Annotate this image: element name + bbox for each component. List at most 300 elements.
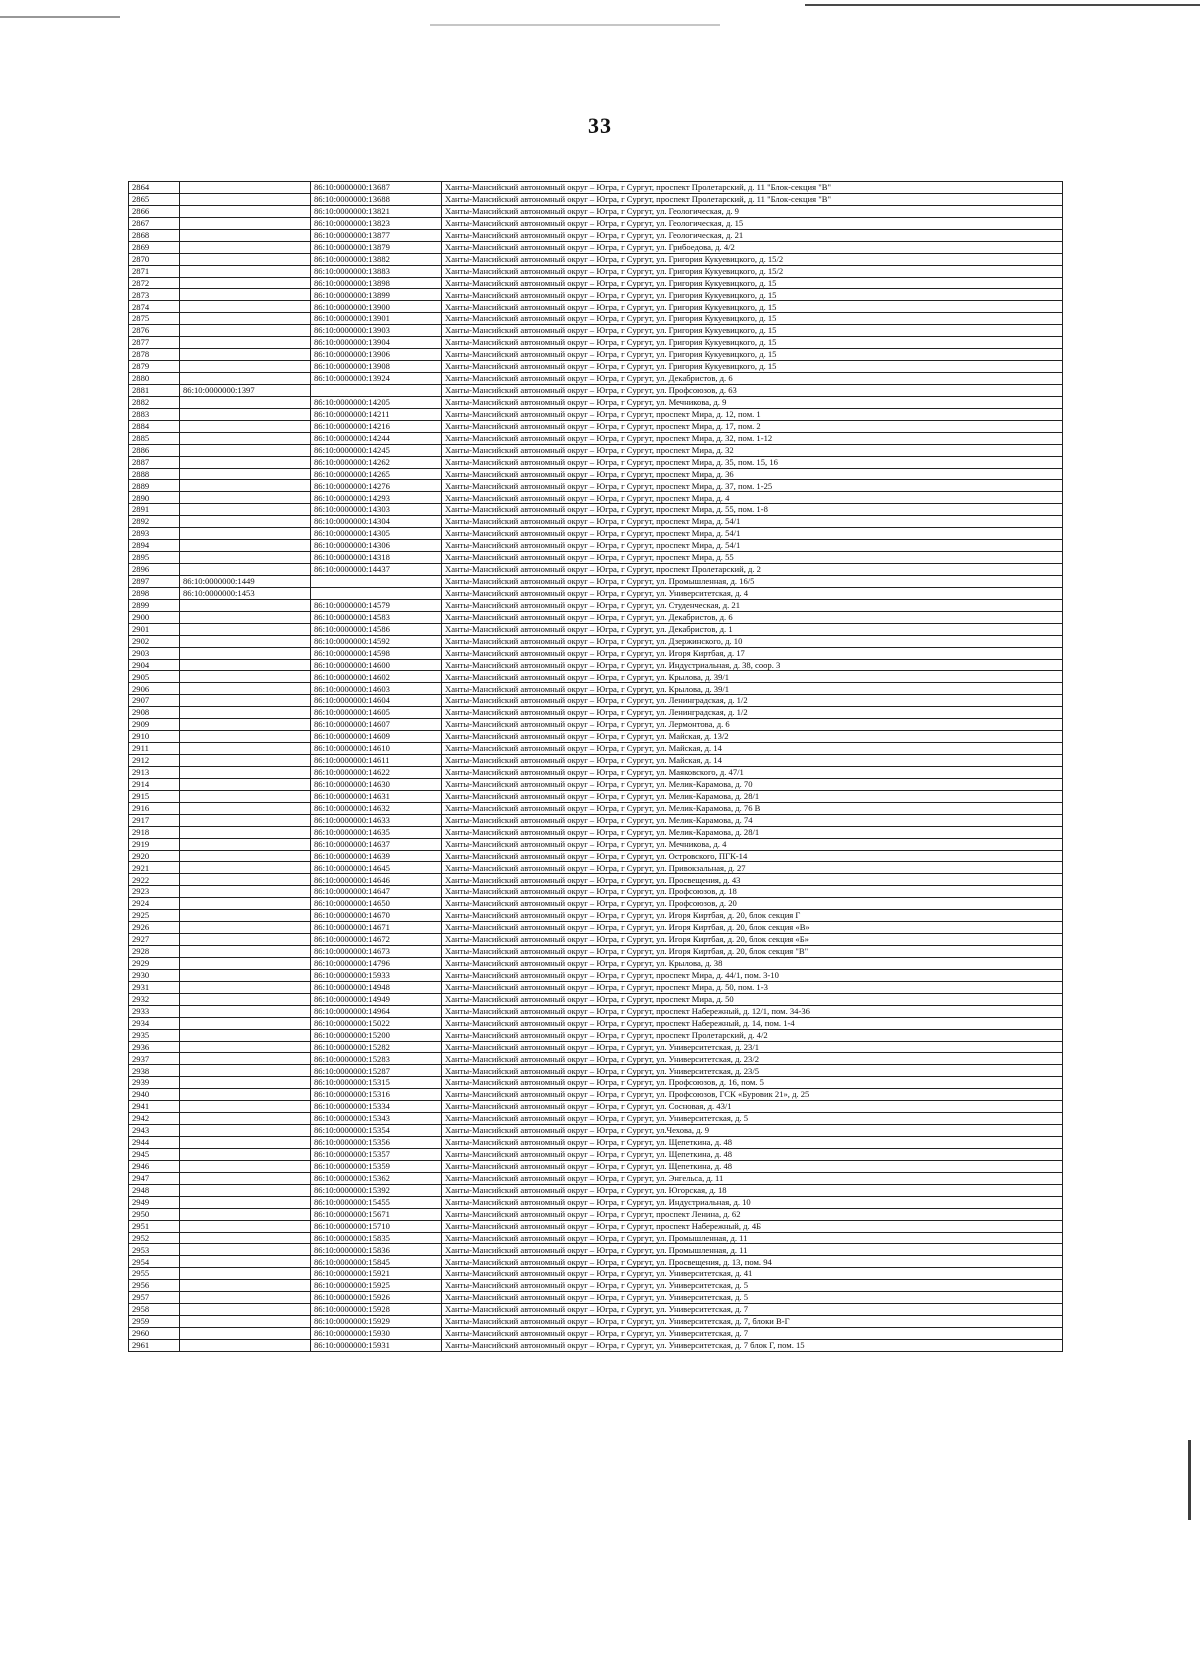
address: Ханты-Мансийский автономный округ – Югра, г Сургут, ул. Григория Кукуевицкого, д. 15 [442,361,1063,373]
old-cadastral-number [180,1280,311,1292]
old-cadastral-number [180,647,311,659]
table-row [129,1041,1063,1053]
address: Ханты-Мансийский автономный округ – Югра, г Сургут, ул. Мелик-Карамова, д. 70 [442,778,1063,790]
row-number: 2925 [129,910,180,922]
table-row [129,1160,1063,1172]
address: Ханты-Мансийский автономный округ – Югра, г Сургут, ул. Профсоюзов, д. 20 [442,898,1063,910]
old-cadastral-number [180,265,311,277]
old-cadastral-number [180,1232,311,1244]
address: Ханты-Мансийский автономный округ – Югра, г Сургут, ул. Игоря Киртбая, д. 20, блок секция «В» [442,922,1063,934]
row-number: 2949 [129,1196,180,1208]
address: Ханты-Мансийский автономный округ – Югра, г Сургут, ул.Чехова, д. 9 [442,1125,1063,1137]
table-row [129,564,1063,576]
address: Ханты-Мансийский автономный округ – Югра, г Сургут, ул. Майская, д. 14 [442,755,1063,767]
cadastral-number: 86:10:0000000:13901 [311,313,442,325]
address: Ханты-Мансийский автономный округ – Югра, г Сургут, проспект Мира, д. 17, пом. 2 [442,420,1063,432]
row-number: 2924 [129,898,180,910]
address: Ханты-Мансийский автономный округ – Югра, г Сургут, ул. Университетская, д. 7, блоки В-Г [442,1316,1063,1328]
old-cadastral-number [180,814,311,826]
row-number: 2880 [129,373,180,385]
old-cadastral-number [180,217,311,229]
address: Ханты-Мансийский автономный округ – Югра, г Сургут, ул. Григория Кукуевицкого, д. 15 [442,301,1063,313]
table-row [129,766,1063,778]
address: Ханты-Мансийский автономный округ – Югра, г Сургут, проспект Мира, д. 4 [442,492,1063,504]
row-number: 2947 [129,1172,180,1184]
old-cadastral-number [180,1304,311,1316]
row-number: 2950 [129,1208,180,1220]
address: Ханты-Мансийский автономный округ – Югра, г Сургут, ул. Университетская, д. 23/5 [442,1065,1063,1077]
table-row [129,802,1063,814]
old-cadastral-number [180,1268,311,1280]
row-number: 2868 [129,229,180,241]
row-number: 2887 [129,456,180,468]
row-number: 2876 [129,325,180,337]
table-row [129,217,1063,229]
cadastral-number: 86:10:0000000:14639 [311,850,442,862]
row-number: 2958 [129,1304,180,1316]
row-number: 2926 [129,922,180,934]
old-cadastral-number [180,1125,311,1137]
table-row [129,1077,1063,1089]
cadastral-number: 86:10:0000000:15315 [311,1077,442,1089]
address: Ханты-Мансийский автономный округ – Югра, г Сургут, ул. Щепеткина, д. 48 [442,1137,1063,1149]
old-cadastral-number [180,1148,311,1160]
address: Ханты-Мансийский автономный округ – Югра, г Сургут, проспект Мира, д. 54/1 [442,540,1063,552]
cadastral-number: 86:10:0000000:15200 [311,1029,442,1041]
address: Ханты-Мансийский автономный округ – Югра, г Сургут, ул. Григория Кукуевицкого, д. 15 [442,349,1063,361]
row-number: 2951 [129,1220,180,1232]
cadastral-number: 86:10:0000000:15925 [311,1280,442,1292]
address: Ханты-Мансийский автономный округ – Югра, г Сургут, ул. Игоря Киртбая, д. 20, блок секция "В" [442,946,1063,958]
cadastral-number: 86:10:0000000:14437 [311,564,442,576]
cadastral-number: 86:10:0000000:13879 [311,241,442,253]
cadastral-number: 86:10:0000000:15356 [311,1137,442,1149]
old-cadastral-number [180,1041,311,1053]
row-number: 2885 [129,432,180,444]
address: Ханты-Мансийский автономный округ – Югра, г Сургут, ул. Университетская, д. 5 [442,1113,1063,1125]
table-row [129,611,1063,623]
old-cadastral-number [180,790,311,802]
table-row [129,623,1063,635]
address: Ханты-Мансийский автономный округ – Югра, г Сургут, проспект Мира, д. 44/1, пом. 3-10 [442,969,1063,981]
cadastral-number: 86:10:0000000:15930 [311,1328,442,1340]
table-row [129,599,1063,611]
cadastral-number: 86:10:0000000:14622 [311,766,442,778]
row-number: 2932 [129,993,180,1005]
cadastral-number: 86:10:0000000:13908 [311,361,442,373]
table-row [129,1053,1063,1065]
row-number: 2938 [129,1065,180,1077]
cadastral-number: 86:10:0000000:13687 [311,182,442,194]
address: Ханты-Мансийский автономный округ – Югра, г Сургут, ул. Геологическая, д. 9 [442,205,1063,217]
scan-artifact-top [0,16,120,18]
address: Ханты-Мансийский автономный округ – Югра, г Сургут, ул. Университетская, д. 5 [442,1292,1063,1304]
table-row [129,265,1063,277]
address: Ханты-Мансийский автономный округ – Югра, г Сургут, ул. Промышленная, д. 11 [442,1232,1063,1244]
row-number: 2921 [129,862,180,874]
table-row [129,790,1063,802]
row-number: 2943 [129,1125,180,1137]
row-number: 2871 [129,265,180,277]
cadastral-number: 86:10:0000000:15928 [311,1304,442,1316]
cadastral-number: 86:10:0000000:14276 [311,480,442,492]
old-cadastral-number [180,778,311,790]
address: Ханты-Мансийский автономный округ – Югра, г Сургут, ул. Григория Кукуевицкого, д. 15 [442,313,1063,325]
address: Ханты-Мансийский автономный округ – Югра, г Сургут, ул. Университетская, д. 23/2 [442,1053,1063,1065]
table-row [129,862,1063,874]
table-row [129,695,1063,707]
cadastral-number: 86:10:0000000:15835 [311,1232,442,1244]
old-cadastral-number [180,241,311,253]
old-cadastral-number [180,301,311,313]
table-row [129,1244,1063,1256]
address: Ханты-Мансийский автономный округ – Югра, г Сургут, ул. Сосновая, д. 43/1 [442,1101,1063,1113]
cadastral-number: 86:10:0000000:15022 [311,1017,442,1029]
address: Ханты-Мансийский автономный округ – Югра, г Сургут, ул. Декабристов, д. 6 [442,373,1063,385]
address: Ханты-Мансийский автономный округ – Югра, г Сургут, ул. Промышленная, д. 16/5 [442,575,1063,587]
cadastral-number: 86:10:0000000:14948 [311,981,442,993]
cadastral-number: 86:10:0000000:14244 [311,432,442,444]
table-row [129,707,1063,719]
table-row [129,731,1063,743]
table-row [129,671,1063,683]
old-cadastral-number [180,552,311,564]
old-cadastral-number [180,981,311,993]
table-row [129,826,1063,838]
cadastral-number: 86:10:0000000:14611 [311,755,442,767]
address: Ханты-Мансийский автономный округ – Югра, г Сургут, ул. Григория Кукуевицкого, д. 15/2 [442,265,1063,277]
row-number: 2940 [129,1089,180,1101]
old-cadastral-number [180,277,311,289]
row-number: 2866 [129,205,180,217]
old-cadastral-number: 86:10:0000000:1397 [180,384,311,396]
row-number: 2928 [129,946,180,958]
address: Ханты-Мансийский автономный округ – Югра, г Сургут, ул. Майская, д. 14 [442,743,1063,755]
old-cadastral-number [180,1172,311,1184]
row-number: 2923 [129,886,180,898]
address: Ханты-Мансийский автономный округ – Югра, г Сургут, ул. Университетская, д. 7 [442,1304,1063,1316]
table-row [129,253,1063,265]
table-row [129,755,1063,767]
table-row [129,659,1063,671]
table-body [129,182,1063,1352]
row-number: 2873 [129,289,180,301]
table-row [129,420,1063,432]
old-cadastral-number [180,480,311,492]
address: Ханты-Мансийский автономный округ – Югра, г Сургут, ул. Маяковского, д. 47/1 [442,766,1063,778]
cadastral-number: 86:10:0000000:13883 [311,265,442,277]
table-row [129,969,1063,981]
cadastral-number: 86:10:0000000:14646 [311,874,442,886]
address: Ханты-Мансийский автономный округ – Югра, г Сургут, ул. Ленинградская, д. 1/2 [442,707,1063,719]
table-row [129,444,1063,456]
row-number: 2893 [129,528,180,540]
row-number: 2913 [129,766,180,778]
address: Ханты-Мансийский автономный округ – Югра, г Сургут, ул. Привокзальная, д. 27 [442,862,1063,874]
row-number: 2945 [129,1148,180,1160]
cadastral-number: 86:10:0000000:13906 [311,349,442,361]
row-number: 2906 [129,683,180,695]
cadastral-number: 86:10:0000000:13688 [311,193,442,205]
row-number: 2960 [129,1328,180,1340]
row-number: 2961 [129,1339,180,1351]
row-number: 2874 [129,301,180,313]
old-cadastral-number [180,599,311,611]
old-cadastral-number [180,1256,311,1268]
old-cadastral-number [180,205,311,217]
old-cadastral-number [180,1137,311,1149]
cadastral-number: 86:10:0000000:14262 [311,456,442,468]
row-number: 2944 [129,1137,180,1149]
row-number: 2916 [129,802,180,814]
table-row [129,993,1063,1005]
table-row [129,229,1063,241]
old-cadastral-number [180,289,311,301]
address: Ханты-Мансийский автономный округ – Югра, г Сургут, ул. Университетская, д. 7 блок Г, пом. 15 [442,1339,1063,1351]
address: Ханты-Мансийский автономный округ – Югра, г Сургут, ул. Майская, д. 13/2 [442,731,1063,743]
address: Ханты-Мансийский автономный округ – Югра, г Сургут, ул. Крылова, д. 39/1 [442,671,1063,683]
address: Ханты-Мансийский автономный округ – Югра, г Сургут, ул. Островского, ПГК-14 [442,850,1063,862]
table-row [129,277,1063,289]
old-cadastral-number [180,1101,311,1113]
table-row [129,241,1063,253]
old-cadastral-number [180,623,311,635]
cadastral-number: 86:10:0000000:14211 [311,408,442,420]
table-row [129,1232,1063,1244]
address: Ханты-Мансийский автономный округ – Югра, г Сургут, ул. Индустриальная, д. 38, соор. 3 [442,659,1063,671]
address: Ханты-Мансийский автономный округ – Югра, г Сургут, ул. Мечникова, д. 9 [442,396,1063,408]
cadastral-number: 86:10:0000000:14645 [311,862,442,874]
old-cadastral-number [180,1196,311,1208]
row-number: 2934 [129,1017,180,1029]
cadastral-number: 86:10:0000000:15282 [311,1041,442,1053]
address: Ханты-Мансийский автономный округ – Югра, г Сургут, проспект Набережный, д. 12/1, пом. 34-36 [442,1005,1063,1017]
row-number: 2919 [129,838,180,850]
row-number: 2883 [129,408,180,420]
row-number: 2898 [129,587,180,599]
address: Ханты-Мансийский автономный округ – Югра, г Сургут, ул. Лермонтова, д. 6 [442,719,1063,731]
cadastral-number: 86:10:0000000:14609 [311,731,442,743]
old-cadastral-number [180,1220,311,1232]
table-row [129,1089,1063,1101]
cadastral-number: 86:10:0000000:14604 [311,695,442,707]
cadastral-number: 86:10:0000000:13821 [311,205,442,217]
address: Ханты-Мансийский автономный округ – Югра, г Сургут, ул. Профсоюзов, д. 18 [442,886,1063,898]
old-cadastral-number: 86:10:0000000:1453 [180,587,311,599]
address: Ханты-Мансийский автономный округ – Югра, г Сургут, ул. Мелик-Карамова, д. 76 В [442,802,1063,814]
row-number: 2912 [129,755,180,767]
old-cadastral-number [180,635,311,647]
cadastral-number: 86:10:0000000:14592 [311,635,442,647]
cadastral-number: 86:10:0000000:13924 [311,373,442,385]
row-number: 2927 [129,934,180,946]
old-cadastral-number [180,229,311,241]
table-row [129,182,1063,194]
old-cadastral-number [180,253,311,265]
old-cadastral-number [180,886,311,898]
table-row [129,289,1063,301]
address: Ханты-Мансийский автономный округ – Югра, г Сургут, ул. Мечникова, д. 4 [442,838,1063,850]
old-cadastral-number [180,683,311,695]
cadastral-number: 86:10:0000000:14603 [311,683,442,695]
cadastral-number: 86:10:0000000:15931 [311,1339,442,1351]
old-cadastral-number [180,313,311,325]
row-number: 2939 [129,1077,180,1089]
old-cadastral-number [180,1244,311,1256]
table-row [129,575,1063,587]
address: Ханты-Мансийский автономный округ – Югра, г Сургут, ул. Декабристов, д. 6 [442,611,1063,623]
table-row [129,528,1063,540]
table-row [129,552,1063,564]
row-number: 2900 [129,611,180,623]
cadastral-number: 86:10:0000000:14631 [311,790,442,802]
table-row [129,647,1063,659]
cadastral-number: 86:10:0000000:14306 [311,540,442,552]
row-number: 2902 [129,635,180,647]
row-number: 2875 [129,313,180,325]
row-number: 2869 [129,241,180,253]
table-row [129,456,1063,468]
row-number: 2877 [129,337,180,349]
address: Ханты-Мансийский автономный округ – Югра, г Сургут, ул. Григория Кукуевицкого, д. 15 [442,277,1063,289]
old-cadastral-number [180,910,311,922]
old-cadastral-number: 86:10:0000000:1449 [180,575,311,587]
old-cadastral-number [180,671,311,683]
table-row [129,396,1063,408]
table-row [129,1256,1063,1268]
table-row [129,1208,1063,1220]
scan-artifact-right-edge [1188,1440,1191,1520]
row-number: 2936 [129,1041,180,1053]
address: Ханты-Мансийский автономный округ – Югра, г Сургут, проспект Набережный, д. 14, пом. 1-4 [442,1017,1063,1029]
old-cadastral-number [180,456,311,468]
row-number: 2899 [129,599,180,611]
property-register-table [128,181,1063,1352]
old-cadastral-number [180,922,311,934]
row-number: 2896 [129,564,180,576]
row-number: 2915 [129,790,180,802]
cadastral-number: 86:10:0000000:14630 [311,778,442,790]
cadastral-number: 86:10:0000000:14650 [311,898,442,910]
old-cadastral-number [180,1113,311,1125]
cadastral-number: 86:10:0000000:14633 [311,814,442,826]
address: Ханты-Мансийский автономный округ – Югра, г Сургут, ул. Щепеткина, д. 48 [442,1148,1063,1160]
row-number: 2910 [129,731,180,743]
cadastral-number [311,575,442,587]
address: Ханты-Мансийский автономный округ – Югра, г Сургут, проспект Мира, д. 37, пом. 1-25 [442,480,1063,492]
address: Ханты-Мансийский автономный округ – Югра, г Сургут, ул. Крылова, д. 38 [442,957,1063,969]
table-row [129,743,1063,755]
address: Ханты-Мансийский автономный округ – Югра, г Сургут, ул. Профсоюзов, д. 16, пом. 5 [442,1077,1063,1089]
address: Ханты-Мансийский автономный округ – Югра, г Сургут, ул. Югорская, д. 18 [442,1184,1063,1196]
old-cadastral-number [180,838,311,850]
table-row [129,1196,1063,1208]
old-cadastral-number [180,993,311,1005]
table-row [129,504,1063,516]
old-cadastral-number [180,528,311,540]
address: Ханты-Мансийский автономный округ – Югра, г Сургут, проспект Мира, д. 32 [442,444,1063,456]
cadastral-number: 86:10:0000000:14579 [311,599,442,611]
cadastral-number: 86:10:0000000:15283 [311,1053,442,1065]
old-cadastral-number [180,540,311,552]
row-number: 2911 [129,743,180,755]
cadastral-number: 86:10:0000000:14205 [311,396,442,408]
row-number: 2888 [129,468,180,480]
cadastral-number: 86:10:0000000:14949 [311,993,442,1005]
row-number: 2908 [129,707,180,719]
table-row [129,1280,1063,1292]
old-cadastral-number [180,373,311,385]
row-number: 2937 [129,1053,180,1065]
cadastral-number: 86:10:0000000:15671 [311,1208,442,1220]
address: Ханты-Мансийский автономный округ – Югра, г Сургут, ул. Григория Кукуевицкого, д. 15 [442,337,1063,349]
table-row [129,886,1063,898]
address: Ханты-Мансийский автономный округ – Югра, г Сургут, проспект Мира, д. 36 [442,468,1063,480]
old-cadastral-number [180,1316,311,1328]
table-row [129,922,1063,934]
table-row [129,1304,1063,1316]
cadastral-number: 86:10:0000000:14265 [311,468,442,480]
row-number: 2878 [129,349,180,361]
address: Ханты-Мансийский автономный округ – Югра, г Сургут, ул. Геологическая, д. 21 [442,229,1063,241]
cadastral-number: 86:10:0000000:14673 [311,946,442,958]
address: Ханты-Мансийский автономный округ – Югра, г Сургут, ул. Промышленная, д. 11 [442,1244,1063,1256]
old-cadastral-number [180,1160,311,1172]
address: Ханты-Мансийский автономный округ – Югра, г Сургут, проспект Мира, д. 55 [442,552,1063,564]
row-number: 2933 [129,1005,180,1017]
row-number: 2956 [129,1280,180,1292]
cadastral-number: 86:10:0000000:14305 [311,528,442,540]
old-cadastral-number [180,337,311,349]
table-row [129,325,1063,337]
table-row [129,850,1063,862]
cadastral-number [311,587,442,599]
old-cadastral-number [180,1029,311,1041]
table-row [129,349,1063,361]
address: Ханты-Мансийский автономный округ – Югра, г Сургут, ул. Щепеткина, д. 48 [442,1160,1063,1172]
row-number: 2941 [129,1101,180,1113]
table-row [129,361,1063,373]
row-number: 2872 [129,277,180,289]
row-number: 2881 [129,384,180,396]
table-row [129,432,1063,444]
cadastral-number: 86:10:0000000:15359 [311,1160,442,1172]
old-cadastral-number [180,1184,311,1196]
row-number: 2948 [129,1184,180,1196]
cadastral-number: 86:10:0000000:14304 [311,516,442,528]
cadastral-number: 86:10:0000000:14605 [311,707,442,719]
row-number: 2952 [129,1232,180,1244]
address: Ханты-Мансийский автономный округ – Югра, г Сургут, ул. Крылова, д. 39/1 [442,683,1063,695]
table-row [129,193,1063,205]
cadastral-number: 86:10:0000000:15334 [311,1101,442,1113]
old-cadastral-number [180,755,311,767]
cadastral-number: 86:10:0000000:15392 [311,1184,442,1196]
table-row [129,635,1063,647]
row-number: 2917 [129,814,180,826]
old-cadastral-number [180,1053,311,1065]
old-cadastral-number [180,1208,311,1220]
row-number: 2892 [129,516,180,528]
row-number: 2920 [129,850,180,862]
old-cadastral-number [180,444,311,456]
cadastral-number: 86:10:0000000:14796 [311,957,442,969]
address: Ханты-Мансийский автономный округ – Югра, г Сургут, ул. Просвещения, д. 43 [442,874,1063,886]
table-row [129,384,1063,396]
table-row [129,587,1063,599]
old-cadastral-number [180,850,311,862]
table-row [129,1220,1063,1232]
